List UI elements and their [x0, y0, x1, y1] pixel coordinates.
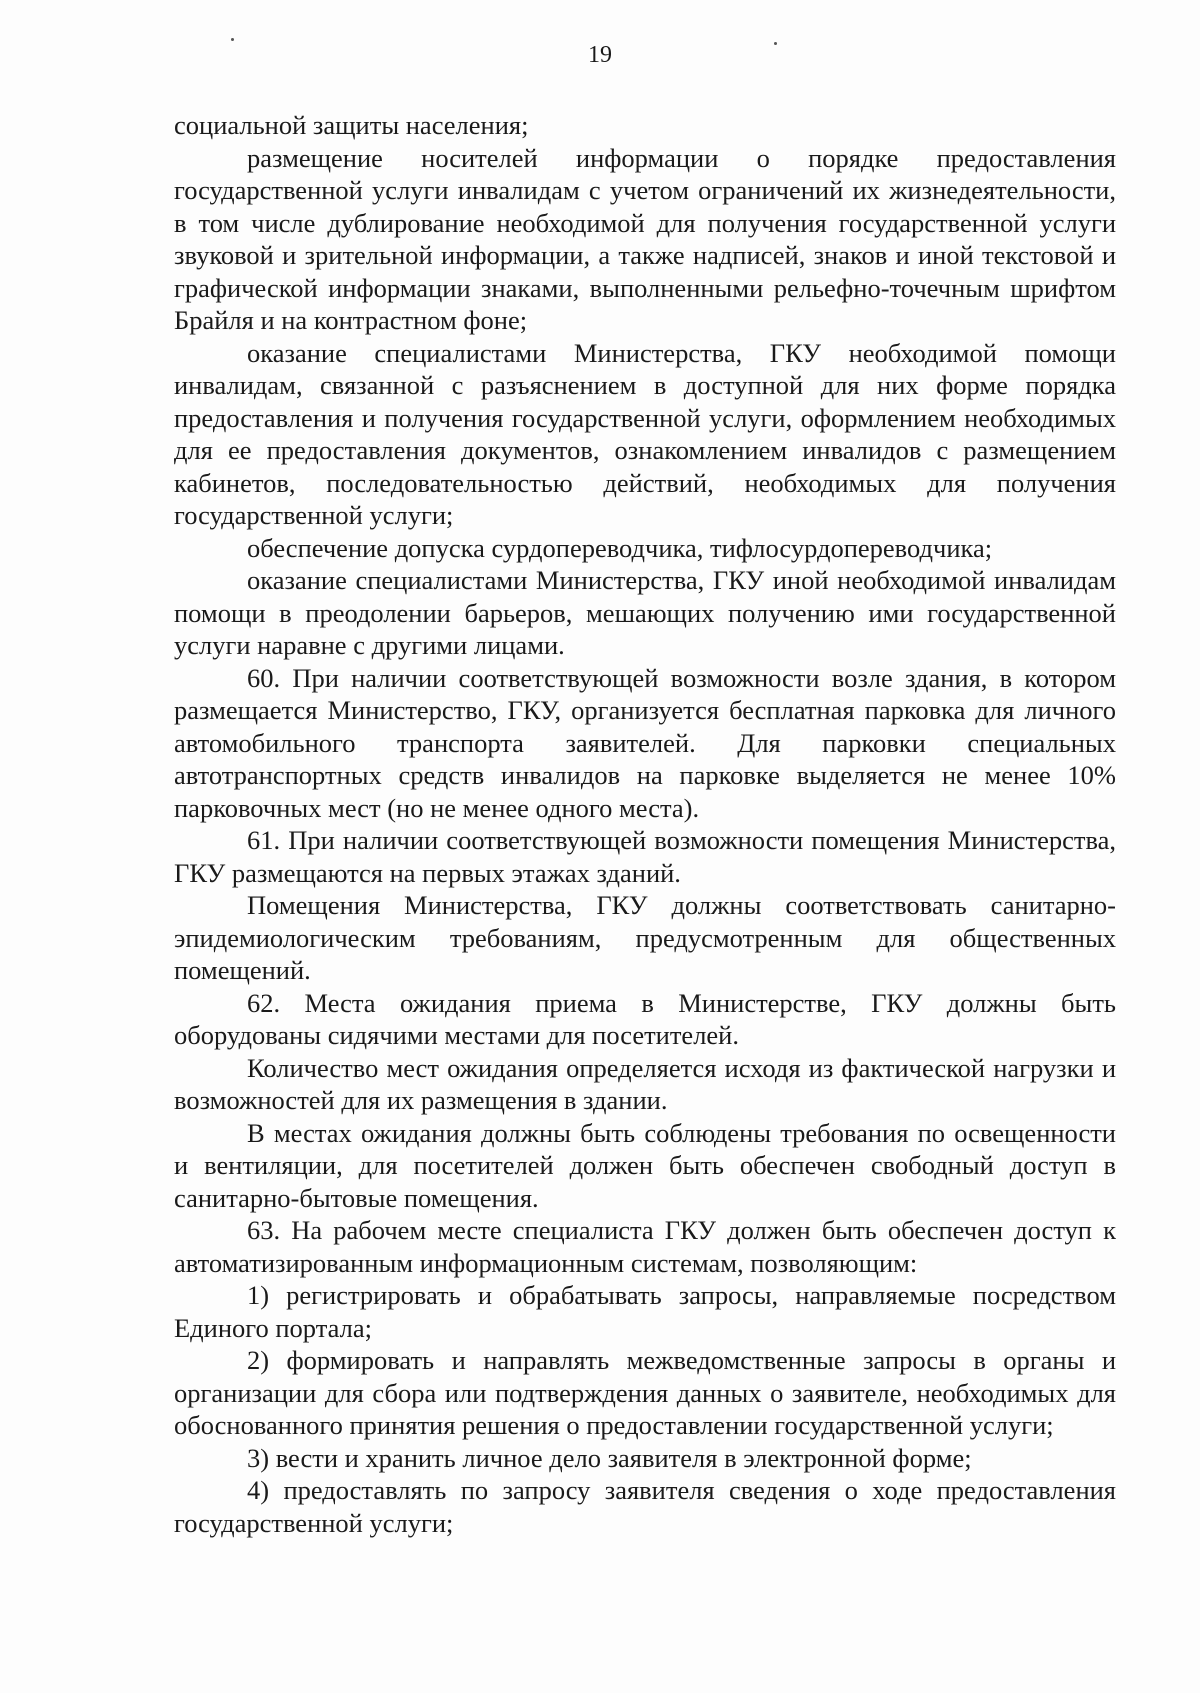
paragraph: 63. На рабочем месте специалиста ГКУ должен быть обеспечен доступ к автоматизированным информационным системам, позволяющим:: [174, 1215, 1116, 1278]
paragraph: 62. Места ожидания приема в Министерстве, ГКУ должны быть оборудованы сидячими местами для посетителей.: [174, 987, 1116, 1050]
paragraph: Количество мест ожидания определяется исходя из фактической нагрузки и возможностей для их размещения в здании.: [174, 1052, 1116, 1115]
paragraph: Помещения Министерства, ГКУ должны соответствовать санитарно-эпидемиологическим требованиям, предусмотренным для общественных помещений.: [174, 890, 1116, 985]
paragraph: оказание специалистами Министерства, ГКУ необходимой помощи инвалидам, связанной с разъяснением в доступной для них форме порядка предоставления и получения государственной услуги, оформлением необходимых для ее предоставления документов, ознакомлением инвалидов с размещением кабинетов, последовательностью действий, необходимых для получения государственной услуги;: [174, 337, 1116, 530]
paragraph: социальной защиты населения;: [174, 110, 529, 140]
paragraph: размещение носителей информации о порядке предоставления государственной услуги инвалидам с учетом ограничений их жизнедеятельности, в том числе дублирование необходимой для получения государственной услуги звуковой и зрительной информации, а также надписей, знаков и иной текстовой и графической информации знаками, выполненными рельефно-точечным шрифтом Брайля и на контрастном фоне;: [174, 142, 1116, 335]
paragraph: оказание специалистами Министерства, ГКУ иной необходимой инвалидам помощи в преодолении барьеров, мешающих получению ими государственной услуги наравне с другими лицами.: [174, 565, 1116, 660]
paragraph: 3) вести и хранить личное дело заявителя в электронной форме;: [247, 1442, 972, 1473]
paragraph: 2) формировать и направлять межведомственные запросы в органы и организации для сбора или подтверждения данных о заявителе, необходимых для обоснованного принятия решения о предоставлении государственной услуги;: [174, 1345, 1116, 1440]
page-number: 19: [588, 42, 612, 68]
paragraph: 1) регистрировать и обрабатывать запросы, направляемые посредством Единого портала;: [174, 1280, 1116, 1343]
paragraph: 60. При наличии соответствующей возможности возле здания, в котором размещается Министерство, ГКУ, организуется бесплатная парковка для личного автомобильного транспорта заявителей. Для парковки специальных автотранспортных средств инвалидов на парковке выделяется не менее 10% парковочных мест (но не менее одного места).: [174, 662, 1116, 823]
paragraph: 4) предоставлять по запросу заявителя сведения о ходе предоставления государственной услуги;: [174, 1475, 1116, 1538]
paragraph: 61. При наличии соответствующей возможности помещения Министерства, ГКУ размещаются на первых этажах зданий.: [174, 825, 1116, 888]
body-text: [174, 109, 1116, 1539]
paragraph: В местах ожидания должны быть соблюдены требования по освещенности и вентиляции, для посетителей должен быть обеспечен свободный доступ в санитарно-бытовые помещения.: [174, 1117, 1116, 1213]
paragraph: обеспечение допуска сурдопереводчика, тифлосурдопереводчика;: [247, 532, 993, 563]
